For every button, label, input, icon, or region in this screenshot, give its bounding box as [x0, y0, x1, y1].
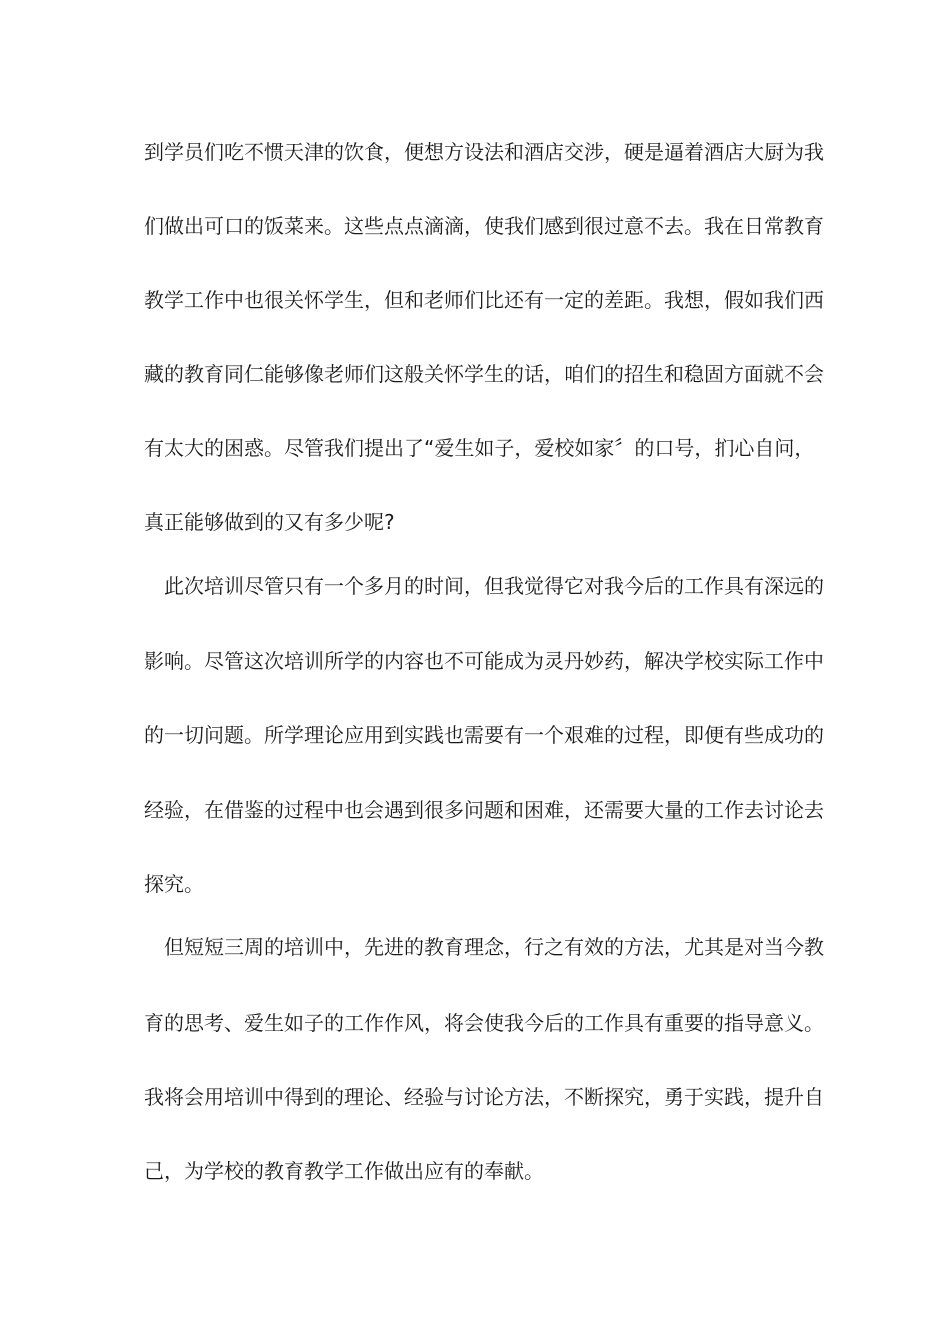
paragraph-2-line-4: 经验，在借鉴的过程中也会遇到很多问题和困难，还需要大量的工作去讨论去 [144, 798, 824, 822]
paragraph-3-line-1: 但短短三周的培训中，先进的教育理念，行之有效的方法，尤其是对当今教 [144, 935, 824, 959]
paragraph-3-line-2: 育的思考、爱生如子的工作作风，将会使我今后的工作具有重要的指导意义。 [144, 1011, 824, 1035]
paragraph-1-line-4: 藏的教育同仁能够像老师们这般关怀学生的话，咱们的招生和稳固方面就不会 [144, 362, 824, 386]
paragraph-2-line-2: 影响。尽管这次培训所学的内容也不可能成为灵丹妙药，解决学校实际工作中 [144, 649, 824, 673]
paragraph-1-line-5: 有太大的困惑。尽管我们提出了“爱生如子，爱校如家〞的口号，扪心自问， [144, 436, 815, 460]
paragraph-1-line-2: 们做出可口的饭菜来。这些点点滴滴，使我们感到很过意不去。我在日常教育 [144, 214, 824, 238]
paragraph-3-line-4: 己，为学校的教育教学工作做出应有的奉献。 [144, 1159, 544, 1183]
paragraph-2-line-5: 探究。 [144, 872, 204, 896]
paragraph-1-line-1: 到学员们吃不惯天津的饮食，便想方设法和酒店交涉，硬是逼着酒店大厨为我 [144, 140, 824, 164]
paragraph-1-line-6: 真正能够做到的又有多少呢? [144, 510, 395, 534]
paragraph-2-line-1: 此次培训尽管只有一个多月的时间，但我觉得它对我今后的工作具有深远的 [144, 574, 824, 598]
paragraph-1-line-3: 教学工作中也很关怀学生，但和老师们比还有一定的差距。我想，假如我们西 [144, 288, 824, 312]
paragraph-3-line-3: 我将会用培训中得到的理论、经验与讨论方法，不断探究，勇于实践，提升自 [144, 1085, 824, 1109]
paragraph-2-line-3: 的一切问题。所学理论应用到实践也需要有一个艰难的过程，即便有些成功的 [144, 723, 824, 747]
